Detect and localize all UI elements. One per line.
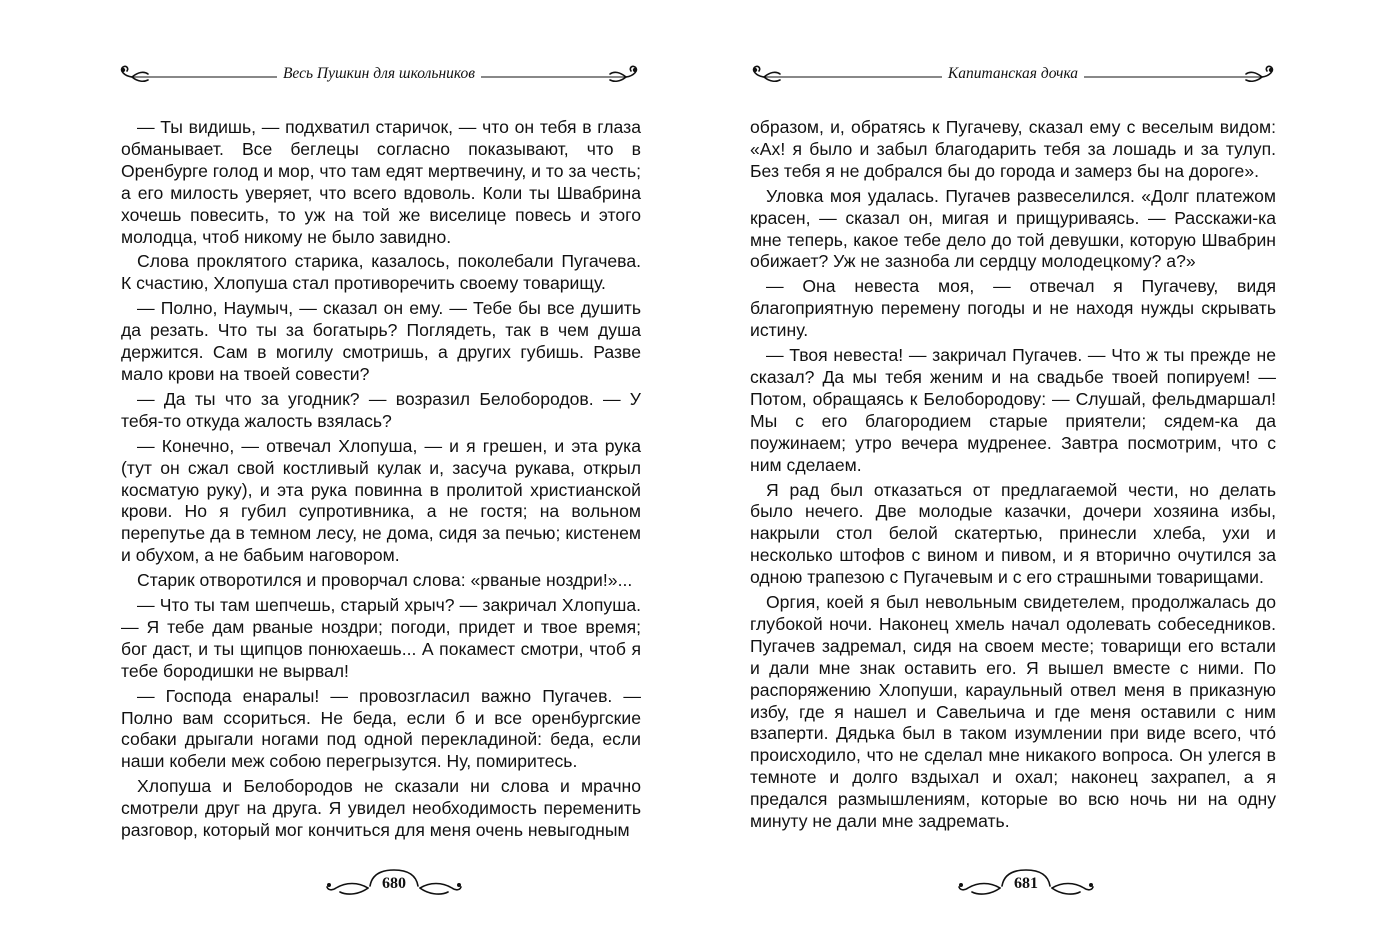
paragraph: Слова проклятого старика, казалось, поколебали Пугачева. К счастию, Хлопуша стал противоречить своему товарищу.	[121, 251, 641, 294]
paragraph: — Полно, Наумыч, — сказал он ему. — Тебе бы все душить да резать. Что ты за богатырь? Поглядеть, так в чем душа держится. Сам в могилу смотришь, а других губишь. Разве мало крови на твоей совести?	[121, 298, 641, 384]
right-page-number	[956, 866, 1096, 906]
paragraph-continuation: образом, и, обратясь к Пугачеву, сказал ему с веселым видом: «Ах! я было и забыл благодарить тебя за лошадь и за тулуп. Без тебя я не добрался бы до города и замерз бы на дороге».	[750, 117, 1276, 181]
paragraph: — Конечно, — отвечал Хлопуша, — и я грешен, и эта рука (тут он сжал свой костливый кулак и, засуча рукава, открыл косматую руку), и эта рука повинна в пролитой христианской крови. Но я губил супротивника, а не гостя; на вольном перепутье да в темном лесу, не дома, сидя за печью; кистенем и обухом, а не бабьим наговором.	[121, 435, 641, 566]
paragraph: — Да ты что за угодник? — возразил Белобородов. — У тебя-то откуда жалость взялась?	[121, 388, 641, 431]
left-page-number	[324, 866, 464, 906]
paragraph: Старик отворотился и проворчал слова: «рваные ноздри!»...	[137, 570, 633, 591]
left-text-column	[121, 117, 641, 842]
paragraph: Уловка моя удалась. Пугачев развеселился. «Долг платежом красен, — сказал он, мигая и прищуриваясь. — Расскажи-ка мне теперь, какое тебе дело до той девушки, которую Швабрин обижает? Уж не зазноба ли сердцу молодецкому? а?»	[750, 185, 1276, 272]
page-number: 681	[1014, 875, 1038, 892]
paragraph: Я рад был отказаться от предлагаемой чести, но делать было нечего. Две молодые казачки, дочери хозяина избы, накрыли стол белой скатертью, принесли хлеба, ухи и несколько штофов с вином и пивом, и я вторично очутился за одною трапезою с Пугачевым и с его страшными товарищами.	[750, 479, 1276, 588]
paragraph: — Твоя невеста! — закричал Пугачев. — Что ж ты прежде не сказал? Да мы тебя женим и на свадьбе твоей попируем! — Потом, обращаясь к Белобородову: — Слушай, фельдмаршал! Мы с его благородием старые приятели; сядем-ка да поужинаем; утро вечера мудренее. Завтра посмотрим, что с ним сделаем.	[750, 345, 1276, 475]
right-page	[700, 0, 1400, 943]
left-running-head	[110, 58, 648, 92]
right-running-head	[742, 58, 1284, 92]
paragraph: — Господа енаралы! — провозгласил важно Пугачев. — Полно вам ссориться. Не беда, если б и все оренбургские собаки дрыгали ногами под одной перекладиной: беда, если наши кобели меж собою перегрызутся. Ну, помиритесь.	[121, 685, 641, 772]
paragraph: — Она невеста моя, — отвечал я Пугачеву, видя благоприятную перемену погоды и не находя нужды скрывать истину.	[750, 276, 1276, 341]
paragraph: Оргия, коей я был невольным свидетелем, продолжалась до глубокой ночи. Наконец хмель начал одолевать собеседников. Пугачев задремал, сидя на своем месте; товарищи его встали и дали мне знак оставить его. Я вышел вместе с ними. По распоряжению Хлопуши, караульный отвел меня в приказную избу, где я нашел и Савельича и где меня оставили с ним взаперти. Дядька был в таком изумлении при виде всего, что́ происходило, что не сделал мне никакого вопроса. Он улегся в темноте и долго вздыхал и охал; наконец захрапел, а я предался размышлениям, которые во всю ночь ни на одну минуту не дали мне задремать.	[750, 592, 1276, 832]
right-text-column	[750, 117, 1276, 833]
paragraph: Хлопуша и Белобородов не сказали ни слова и мрачно смотрели друг на друга. Я увидел необходимость переменить разговор, который мог кончиться для меня очень невыгодным	[121, 776, 641, 841]
paragraph: — Ты видишь, — подхватил старичок, — что он тебя в глаза обманывает. Все беглецы согласно показывают, что в Оренбурге голод и мор, что там едят мертвечину, и то за честь; а его милость уверяет, что всего вдоволь. Коли ты Швабрина хочешь повесить, то уж на той же виселице повесь и этого молодца, чтоб никому не было завидно.	[121, 117, 641, 247]
running-head-title: Весь Пушкин для школьников	[277, 65, 481, 82]
paragraph: — Что ты там шепчешь, старый хрыч? — закричал Хлопуша. — Я тебе дам рваные ноздри; погоди, придет и твое время; бог даст, и ты щипцов понюхаешь... А покамест смотри, чтоб я тебе бородишки не вырвал!	[121, 595, 641, 681]
page-number: 680	[382, 875, 406, 892]
running-head-title: Капитанская дочка	[942, 65, 1084, 82]
